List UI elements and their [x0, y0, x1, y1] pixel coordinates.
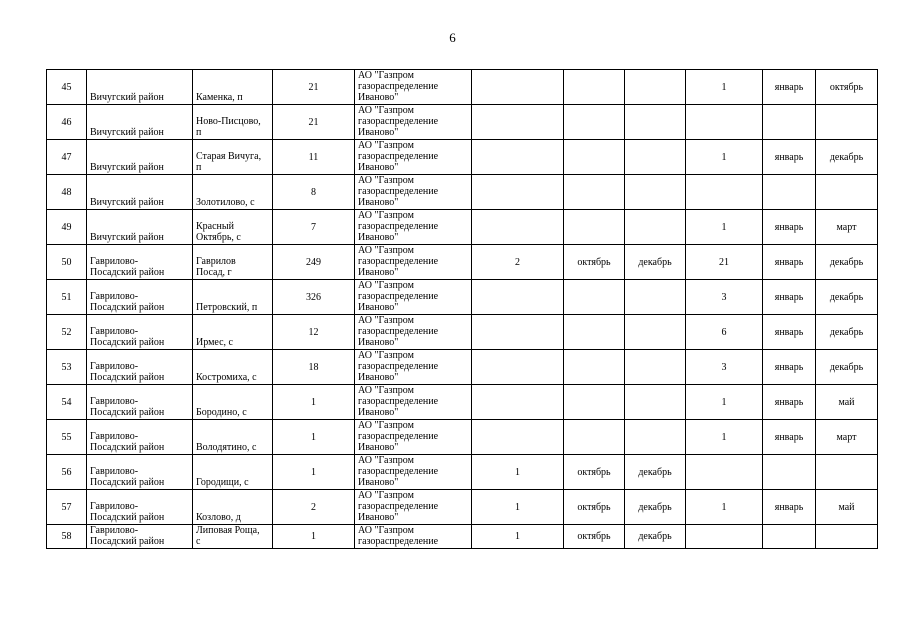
settlement-line: Ново-Писцово, — [196, 116, 261, 127]
row-number-cell: 57 — [47, 490, 87, 525]
district-line: Гаврилово- — [90, 431, 139, 442]
district-cell — [87, 175, 193, 210]
page-number: 6 — [449, 30, 456, 45]
col6-cell — [472, 350, 564, 385]
table-row — [47, 245, 878, 280]
organization-cell — [355, 350, 472, 385]
district-cell — [87, 245, 193, 280]
district-line — [90, 116, 189, 127]
organization-cell — [355, 140, 472, 175]
district-cell — [87, 105, 193, 140]
organization-cell — [355, 210, 472, 245]
settlement-line: Посад, г — [196, 267, 232, 278]
row-number-cell: 56 — [47, 455, 87, 490]
organization-line: Иваново" — [358, 197, 399, 208]
settlement-line — [196, 326, 269, 337]
organization-line: газораспределение — [358, 256, 439, 267]
settlement-line — [196, 431, 269, 442]
col6-cell — [472, 210, 564, 245]
col10-month-cell: январь — [763, 70, 816, 105]
settlement-cell — [193, 420, 273, 455]
col7-month-cell: октябрь — [564, 525, 625, 549]
count-cell: 12 — [273, 315, 355, 350]
count-cell: 1 — [273, 385, 355, 420]
organization-cell — [355, 105, 472, 140]
organization-line: АО "Газпром — [358, 420, 414, 431]
settlement-cell — [193, 245, 273, 280]
settlement-cell — [193, 525, 273, 549]
col6-cell: 1 — [472, 455, 564, 490]
col9-cell: 1 — [686, 70, 763, 105]
row-number-cell: 53 — [47, 350, 87, 385]
settlement-line: п — [196, 127, 202, 138]
col6-cell: 1 — [472, 490, 564, 525]
district-cell — [87, 455, 193, 490]
district-cell — [87, 210, 193, 245]
settlement-cell — [193, 350, 273, 385]
col11-month-cell: декабрь — [816, 245, 878, 280]
organization-line: АО "Газпром — [358, 175, 414, 186]
count-cell: 21 — [273, 105, 355, 140]
col10-month-cell: январь — [763, 315, 816, 350]
settlement-cell — [193, 210, 273, 245]
col7-month-cell — [564, 420, 625, 455]
col9-cell: 21 — [686, 245, 763, 280]
col9-cell: 1 — [686, 385, 763, 420]
col10-month-cell — [763, 175, 816, 210]
district-line: Вичугский район — [90, 162, 164, 173]
col7-month-cell — [564, 140, 625, 175]
organization-cell — [355, 245, 472, 280]
district-line: Гаврилово- — [90, 256, 139, 267]
settlement-line — [196, 81, 269, 92]
col9-cell: 3 — [686, 350, 763, 385]
organization-line: газораспределение — [358, 466, 439, 477]
col9-cell: 1 — [686, 140, 763, 175]
district-line — [90, 151, 189, 162]
col6-cell — [472, 280, 564, 315]
col8-month-cell: декабрь — [625, 455, 686, 490]
organization-line: газораспределение — [358, 186, 439, 197]
settlement-cell — [193, 385, 273, 420]
settlement-cell — [193, 280, 273, 315]
organization-line: АО "Газпром — [358, 140, 414, 151]
settlement-line: Петровский, п — [196, 302, 258, 313]
organization-line: АО "Газпром — [358, 315, 414, 326]
col11-month-cell: декабрь — [816, 140, 878, 175]
col10-month-cell: январь — [763, 420, 816, 455]
col8-month-cell — [625, 350, 686, 385]
col7-month-cell: октябрь — [564, 245, 625, 280]
district-cell — [87, 70, 193, 105]
district-line: Вичугский район — [90, 127, 164, 138]
settlement-line: п — [196, 162, 202, 173]
col6-cell — [472, 105, 564, 140]
organization-line: Иваново" — [358, 92, 399, 103]
organization-line: Иваново" — [358, 477, 399, 488]
settlement-line — [196, 291, 269, 302]
organization-line: газораспределение — [358, 396, 439, 407]
district-cell — [87, 315, 193, 350]
col6-cell — [472, 315, 564, 350]
district-cell — [87, 525, 193, 549]
organization-cell — [355, 385, 472, 420]
district-cell — [87, 140, 193, 175]
row-number-cell: 49 — [47, 210, 87, 245]
district-line: Гаврилово- — [90, 466, 139, 477]
settlement-line: Костромиха, с — [196, 372, 257, 383]
organization-line: Иваново" — [358, 127, 399, 138]
col10-month-cell: январь — [763, 385, 816, 420]
col11-month-cell — [816, 175, 878, 210]
col7-month-cell — [564, 315, 625, 350]
district-line: Посадский район — [90, 407, 165, 418]
settlement-line: Бородино, с — [196, 407, 247, 418]
col6-cell — [472, 140, 564, 175]
col7-month-cell: октябрь — [564, 490, 625, 525]
count-cell: 1 — [273, 525, 355, 549]
col11-month-cell: декабрь — [816, 280, 878, 315]
organization-line: АО "Газпром — [358, 245, 414, 256]
settlement-line — [196, 396, 269, 407]
col7-month-cell — [564, 280, 625, 315]
col8-month-cell — [625, 210, 686, 245]
table-row — [47, 490, 878, 525]
district-line: Гаврилово- — [90, 291, 139, 302]
district-line: Вичугский район — [90, 232, 164, 243]
organization-cell — [355, 490, 472, 525]
district-line: Посадский район — [90, 477, 165, 488]
district-line: Гаврилово- — [90, 525, 139, 536]
col8-month-cell — [625, 420, 686, 455]
organization-line: газораспределение — [358, 81, 439, 92]
col7-month-cell — [564, 385, 625, 420]
col9-cell: 1 — [686, 490, 763, 525]
col6-cell — [472, 385, 564, 420]
organization-cell — [355, 70, 472, 105]
row-number-cell: 55 — [47, 420, 87, 455]
data-table — [46, 69, 878, 549]
col10-month-cell — [763, 525, 816, 549]
col6-cell — [472, 175, 564, 210]
district-cell — [87, 280, 193, 315]
col11-month-cell: март — [816, 420, 878, 455]
row-number-cell: 45 — [47, 70, 87, 105]
count-cell: 21 — [273, 70, 355, 105]
count-cell: 326 — [273, 280, 355, 315]
organization-cell — [355, 280, 472, 315]
district-line: Посадский район — [90, 267, 165, 278]
settlement-cell — [193, 175, 273, 210]
settlement-cell — [193, 140, 273, 175]
organization-line: Иваново" — [358, 512, 399, 523]
col8-month-cell — [625, 105, 686, 140]
organization-line: Иваново" — [358, 407, 399, 418]
organization-line: АО "Газпром — [358, 350, 414, 361]
settlement-line: Каменка, п — [196, 92, 243, 103]
organization-line: газораспределение — [358, 326, 439, 337]
row-number-cell: 52 — [47, 315, 87, 350]
count-cell: 1 — [273, 420, 355, 455]
organization-line: Иваново" — [358, 302, 399, 313]
col10-month-cell: январь — [763, 245, 816, 280]
col10-month-cell — [763, 105, 816, 140]
organization-line: Иваново" — [358, 337, 399, 348]
col8-month-cell — [625, 70, 686, 105]
district-cell — [87, 350, 193, 385]
district-line: Гаврилово- — [90, 501, 139, 512]
col6-cell — [472, 420, 564, 455]
table-row — [47, 210, 878, 245]
district-line: Посадский район — [90, 442, 165, 453]
district-line: Посадский район — [90, 372, 165, 383]
count-cell: 2 — [273, 490, 355, 525]
organization-cell — [355, 420, 472, 455]
settlement-line: Володятино, с — [196, 442, 257, 453]
settlement-line: с — [196, 536, 201, 547]
organization-line: газораспределение — [358, 361, 439, 372]
organization-line: АО "Газпром — [358, 455, 414, 466]
table-row — [47, 175, 878, 210]
organization-line: газораспределение — [358, 536, 439, 547]
settlement-line — [196, 361, 269, 372]
count-cell: 8 — [273, 175, 355, 210]
row-number-cell: 58 — [47, 525, 87, 549]
col6-cell — [472, 70, 564, 105]
col8-month-cell — [625, 315, 686, 350]
col10-month-cell: январь — [763, 280, 816, 315]
row-number-cell: 48 — [47, 175, 87, 210]
col11-month-cell — [816, 525, 878, 549]
organization-line: Иваново" — [358, 162, 399, 173]
organization-line: АО "Газпром — [358, 105, 414, 116]
col8-month-cell — [625, 385, 686, 420]
table-row — [47, 525, 878, 549]
organization-line: газораспределение — [358, 501, 439, 512]
organization-line: Иваново" — [358, 372, 399, 383]
settlement-line: Козлово, д — [196, 512, 241, 523]
col10-month-cell: январь — [763, 210, 816, 245]
table-body — [47, 70, 878, 549]
table-row — [47, 70, 878, 105]
row-number-cell: 50 — [47, 245, 87, 280]
settlement-line — [196, 501, 269, 512]
organization-cell — [355, 175, 472, 210]
col11-month-cell: май — [816, 490, 878, 525]
count-cell: 11 — [273, 140, 355, 175]
col11-month-cell — [816, 105, 878, 140]
organization-line: газораспределение — [358, 116, 439, 127]
table-row — [47, 315, 878, 350]
organization-line: АО "Газпром — [358, 490, 414, 501]
organization-cell — [355, 455, 472, 490]
col11-month-cell: декабрь — [816, 350, 878, 385]
table-row — [47, 280, 878, 315]
settlement-cell — [193, 70, 273, 105]
settlement-line: Октябрь, с — [196, 232, 241, 243]
col9-cell — [686, 455, 763, 490]
district-line: Вичугский район — [90, 92, 164, 103]
organization-line: Иваново" — [358, 267, 399, 278]
district-cell — [87, 490, 193, 525]
organization-line: газораспределение — [358, 221, 439, 232]
col7-month-cell — [564, 105, 625, 140]
organization-line: газораспределение — [358, 151, 439, 162]
col11-month-cell: октябрь — [816, 70, 878, 105]
organization-line: Иваново" — [358, 232, 399, 243]
district-line — [90, 186, 189, 197]
col9-cell: 1 — [686, 210, 763, 245]
table-row — [47, 140, 878, 175]
col9-cell — [686, 525, 763, 549]
count-cell: 1 — [273, 455, 355, 490]
col8-month-cell — [625, 140, 686, 175]
count-cell: 249 — [273, 245, 355, 280]
settlement-line — [196, 466, 269, 477]
organization-cell — [355, 525, 472, 549]
col10-month-cell: январь — [763, 140, 816, 175]
col8-month-cell: декабрь — [625, 245, 686, 280]
district-line: Посадский район — [90, 302, 165, 313]
district-cell — [87, 385, 193, 420]
district-line: Гаврилово- — [90, 361, 139, 372]
settlement-cell — [193, 490, 273, 525]
table-row — [47, 105, 878, 140]
organization-line: АО "Газпром — [358, 70, 414, 81]
col9-cell: 1 — [686, 420, 763, 455]
organization-line: АО "Газпром — [358, 525, 414, 536]
settlement-line: Старая Вичуга, — [196, 151, 262, 162]
settlement-line: Золотилово, с — [196, 197, 255, 208]
settlement-line: Красный — [196, 221, 234, 232]
col7-month-cell: октябрь — [564, 455, 625, 490]
col11-month-cell: декабрь — [816, 315, 878, 350]
settlement-line — [196, 186, 269, 197]
organization-line: АО "Газпром — [358, 210, 414, 221]
settlement-line: Липовая Роща, — [196, 525, 260, 536]
col11-month-cell: май — [816, 385, 878, 420]
district-line: Вичугский район — [90, 197, 164, 208]
col8-month-cell: декабрь — [625, 490, 686, 525]
col6-cell: 2 — [472, 245, 564, 280]
organization-line: газораспределение — [358, 431, 439, 442]
table-row — [47, 420, 878, 455]
count-cell: 7 — [273, 210, 355, 245]
col6-cell: 1 — [472, 525, 564, 549]
col8-month-cell — [625, 280, 686, 315]
col9-cell: 3 — [686, 280, 763, 315]
settlement-cell — [193, 315, 273, 350]
col9-cell — [686, 105, 763, 140]
district-line: Гаврилово- — [90, 396, 139, 407]
count-cell: 18 — [273, 350, 355, 385]
organization-line: АО "Газпром — [358, 280, 414, 291]
settlement-line: Городищи, с — [196, 477, 249, 488]
col7-month-cell — [564, 175, 625, 210]
district-line — [90, 221, 189, 232]
col10-month-cell: январь — [763, 350, 816, 385]
col8-month-cell: декабрь — [625, 525, 686, 549]
col7-month-cell — [564, 70, 625, 105]
col11-month-cell — [816, 455, 878, 490]
col11-month-cell: март — [816, 210, 878, 245]
row-number-cell: 47 — [47, 140, 87, 175]
col10-month-cell — [763, 455, 816, 490]
organization-line: АО "Газпром — [358, 385, 414, 396]
col9-cell — [686, 175, 763, 210]
organization-cell — [355, 315, 472, 350]
settlement-line: Гаврилов — [196, 256, 236, 267]
organization-line: Иваново" — [358, 442, 399, 453]
organization-line: газораспределение — [358, 291, 439, 302]
col7-month-cell — [564, 210, 625, 245]
col10-month-cell: январь — [763, 490, 816, 525]
col8-month-cell — [625, 175, 686, 210]
row-number-cell: 54 — [47, 385, 87, 420]
district-line — [90, 81, 189, 92]
row-number-cell: 51 — [47, 280, 87, 315]
district-cell — [87, 420, 193, 455]
district-line: Гаврилово- — [90, 326, 139, 337]
settlement-cell — [193, 455, 273, 490]
row-number-cell: 46 — [47, 105, 87, 140]
district-line: Посадский район — [90, 337, 165, 348]
settlement-line: Ирмес, с — [196, 337, 233, 348]
table-row — [47, 350, 878, 385]
table-row — [47, 385, 878, 420]
col9-cell: 6 — [686, 315, 763, 350]
settlement-cell — [193, 105, 273, 140]
district-line: Посадский район — [90, 512, 165, 523]
col7-month-cell — [564, 350, 625, 385]
table-row — [47, 455, 878, 490]
district-line: Посадский район — [90, 536, 165, 547]
